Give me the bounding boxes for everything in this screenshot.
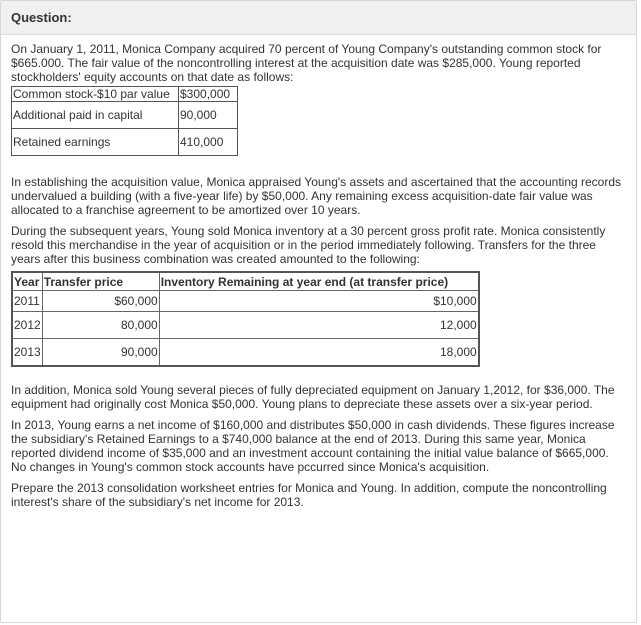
table-row — [12, 102, 238, 129]
equity-value: 410,000 — [179, 129, 238, 156]
cell-transfer-price: 80,000 — [42, 312, 159, 339]
question-body — [1, 42, 636, 509]
inventory-table — [11, 271, 480, 367]
cell-transfer-price: 90,000 — [42, 339, 159, 367]
paragraph-establishing: In establishing the acquisition value, Monica appraised Young's assets and ascertained that the accounting records undervalued a building (with a five-year life) by $50,000. Any remaining excess acquisition-date fair value was allocated to a franchise agreement to be amortized over 10 years. — [11, 175, 622, 217]
cell-inventory-remaining: 12,000 — [159, 312, 479, 339]
table-row — [12, 339, 479, 367]
paragraph-during: During the subsequent years, Young sold Monica inventory at a 30 percent gross profit rate. Monica consistently resold this merchandise in the year of acquisition or in the period immediately following. Transfers for the three years after this business combination was created amounted to the following: — [11, 224, 606, 266]
header-year: Year — [12, 272, 42, 291]
table-row — [12, 291, 479, 312]
paragraph-addition: In addition, Monica sold Young several pieces of fully depreciated equipment on January 1,2012, for $36,000. The equipment had originally cost Monica $50,000. Young plans to depreciate these assets over a six-year period. — [11, 383, 615, 411]
equity-value: $300,000 — [179, 87, 238, 102]
cell-year: 2012 — [12, 312, 42, 339]
cell-inventory-remaining: $10,000 — [159, 291, 479, 312]
equity-table — [11, 86, 238, 156]
paragraph-2013: In 2013, Young earns a net income of $160,000 and distributes $50,000 in cash dividends. These figures increase the subsidiary's Retained Earnings to a $740,000 balance at the end of 2013. During this same year, Monica reported dividend income of $35,000 and an investment account containing the initial value balance of $665,000. No changes in Young's common stock accounts have pccurred since Monica's acquisition. — [11, 418, 615, 474]
equity-label: Common stock-$10 par value — [12, 87, 179, 102]
header-transfer-price: Transfer price — [42, 272, 159, 291]
question-header — [1, 1, 636, 35]
cell-transfer-price: $60,000 — [42, 291, 159, 312]
table-row — [12, 129, 238, 156]
equity-value: 90,000 — [179, 102, 238, 129]
cell-year: 2013 — [12, 339, 42, 367]
equity-label: Additional paid in capital — [12, 102, 179, 129]
table-header-row — [12, 272, 479, 291]
cell-year: 2011 — [12, 291, 42, 312]
cell-inventory-remaining: 18,000 — [159, 339, 479, 367]
paragraph-intro: On January 1, 2011, Monica Company acquired 70 percent of Young Company's outstanding common stock for $665.000. The fair value of the noncontrolling interest at the acquisition date was $285,000. Young reported stockholders' equity accounts on that date as follows: — [11, 42, 602, 84]
header-inventory-remaining: Inventory Remaining at year end (at transfer price) — [159, 272, 479, 291]
equity-label: Retained earnings — [12, 129, 179, 156]
table-row — [12, 87, 238, 102]
question-title: Question: — [11, 10, 72, 25]
table-row — [12, 312, 479, 339]
paragraph-prepare: Prepare the 2013 consolidation worksheet entries for Monica and Young. In addition, compute the noncontrolling interest's share of the subsidiary's net income for 2013. — [11, 481, 607, 509]
